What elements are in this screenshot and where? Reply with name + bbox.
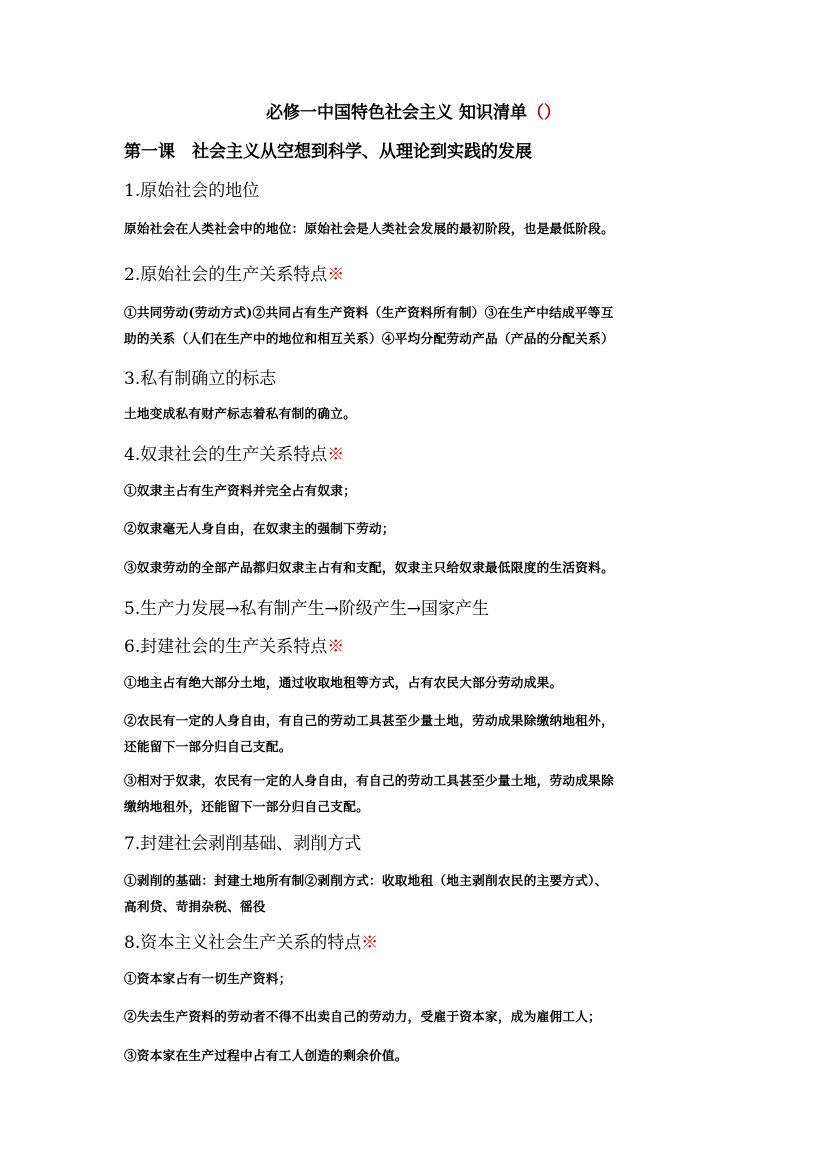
paragraph-line: ①共同劳动(劳动方式)②共同占有生产资料（生产资料所有制）③在生产中结成平等互 bbox=[124, 305, 614, 320]
important-mark: ※ bbox=[327, 265, 345, 285]
paragraph-line: 高利贷、苛捐杂税、徭役 bbox=[124, 899, 266, 914]
paragraph-line: ②农民有一定的人身自由，有自己的劳动工具甚至少量土地，劳动成果除缴纳地租外， bbox=[124, 713, 614, 728]
paragraph-line: ②失去生产资料的劳动者不得不出卖自己的劳动力，受雇于资本家，成为雇佣工人； bbox=[124, 1009, 602, 1024]
important-mark: ※ bbox=[327, 445, 345, 465]
paragraph bbox=[124, 768, 714, 820]
section-heading bbox=[124, 260, 344, 285]
section-heading-text: 7.封建社会剥削基础、剥削方式 bbox=[124, 834, 362, 854]
section-heading bbox=[124, 928, 378, 953]
section-heading bbox=[124, 632, 344, 657]
paragraph bbox=[124, 868, 714, 920]
paragraph-line: ①资本家占有一切生产资料； bbox=[124, 971, 292, 986]
paragraph bbox=[124, 670, 714, 696]
paragraph bbox=[124, 708, 714, 760]
paragraph bbox=[124, 1004, 714, 1030]
paragraph-line: 土地变成私有财产标志着私有制的确立。 bbox=[124, 406, 357, 421]
paragraph bbox=[124, 401, 714, 427]
paragraph bbox=[124, 216, 714, 242]
paragraph bbox=[124, 1043, 714, 1069]
important-mark: ※ bbox=[361, 933, 379, 953]
important-mark: ※ bbox=[327, 637, 345, 657]
paragraph bbox=[124, 478, 714, 504]
paragraph bbox=[124, 555, 714, 581]
section-heading bbox=[124, 829, 361, 854]
paragraph bbox=[124, 966, 714, 992]
paragraph-line: ①奴隶主占有生产资料并完全占有奴隶； bbox=[124, 483, 357, 498]
title-text: 必修一中国特色社会主义 知识清单 bbox=[266, 103, 527, 123]
paragraph bbox=[124, 300, 714, 352]
paragraph-line: ③资本家在生产过程中占有工人创造的剩余价值。 bbox=[124, 1048, 408, 1063]
section-heading-text: 8.资本主义社会生产关系的特点 bbox=[124, 933, 362, 953]
section-heading-text: 1.原始社会的地位 bbox=[124, 181, 260, 201]
paragraph-line: ①地主占有绝大部分土地，通过收取地租等方式，占有农民大部分劳动成果。 bbox=[124, 675, 563, 690]
lesson-heading: 第一课 社会主义从空想到科学、从理论到实践的发展 bbox=[124, 142, 532, 162]
section-heading-text: 6.封建社会的生产关系特点 bbox=[124, 637, 328, 657]
section-heading-text: 3.私有制确立的标志 bbox=[124, 369, 277, 389]
section-heading bbox=[124, 440, 344, 465]
section-heading-text: 5.生产力发展→私有制产生→阶级产生→国家产生 bbox=[124, 599, 489, 619]
paragraph-line: ①剥削的基础：封建土地所有制②剥削方式：收取地租（地主剥削农民的主要方式）、 bbox=[124, 873, 608, 888]
paragraph-line: 助的关系（人们在生产中的地位和相互关系）④平均分配劳动产品（产品的分配关系） bbox=[124, 331, 614, 346]
paragraph-line: 还能留下一部分归自己支配。 bbox=[124, 739, 292, 754]
paragraph-line: ③相对于奴隶，农民有一定的人身自由，有自己的劳动工具甚至少量土地，劳动成果除 bbox=[124, 773, 614, 788]
section-heading-text: 2.原始社会的生产关系特点 bbox=[124, 265, 328, 285]
paragraph-line: ②奴隶毫无人身自由，在奴隶主的强制下劳动； bbox=[124, 521, 395, 536]
paragraph-line: 缴纳地租外，还能留下一部分归自己支配。 bbox=[124, 799, 369, 814]
section-heading bbox=[124, 364, 276, 389]
paragraph-line: ③奴隶劳动的全部产品都归奴隶主占有和支配，奴隶主只给奴隶最低限度的生活资料。 bbox=[124, 560, 614, 575]
paragraph bbox=[124, 516, 714, 542]
section-heading bbox=[124, 176, 259, 201]
paragraph-line: 原始社会在人类社会中的地位：原始社会是人类社会发展的最初阶段，也是最低阶段。 bbox=[124, 221, 614, 236]
document-title bbox=[0, 98, 827, 123]
section-heading-text: 4.奴隶社会的生产关系特点 bbox=[124, 445, 328, 465]
section-heading bbox=[124, 594, 489, 619]
title-paren: （） bbox=[526, 103, 561, 123]
